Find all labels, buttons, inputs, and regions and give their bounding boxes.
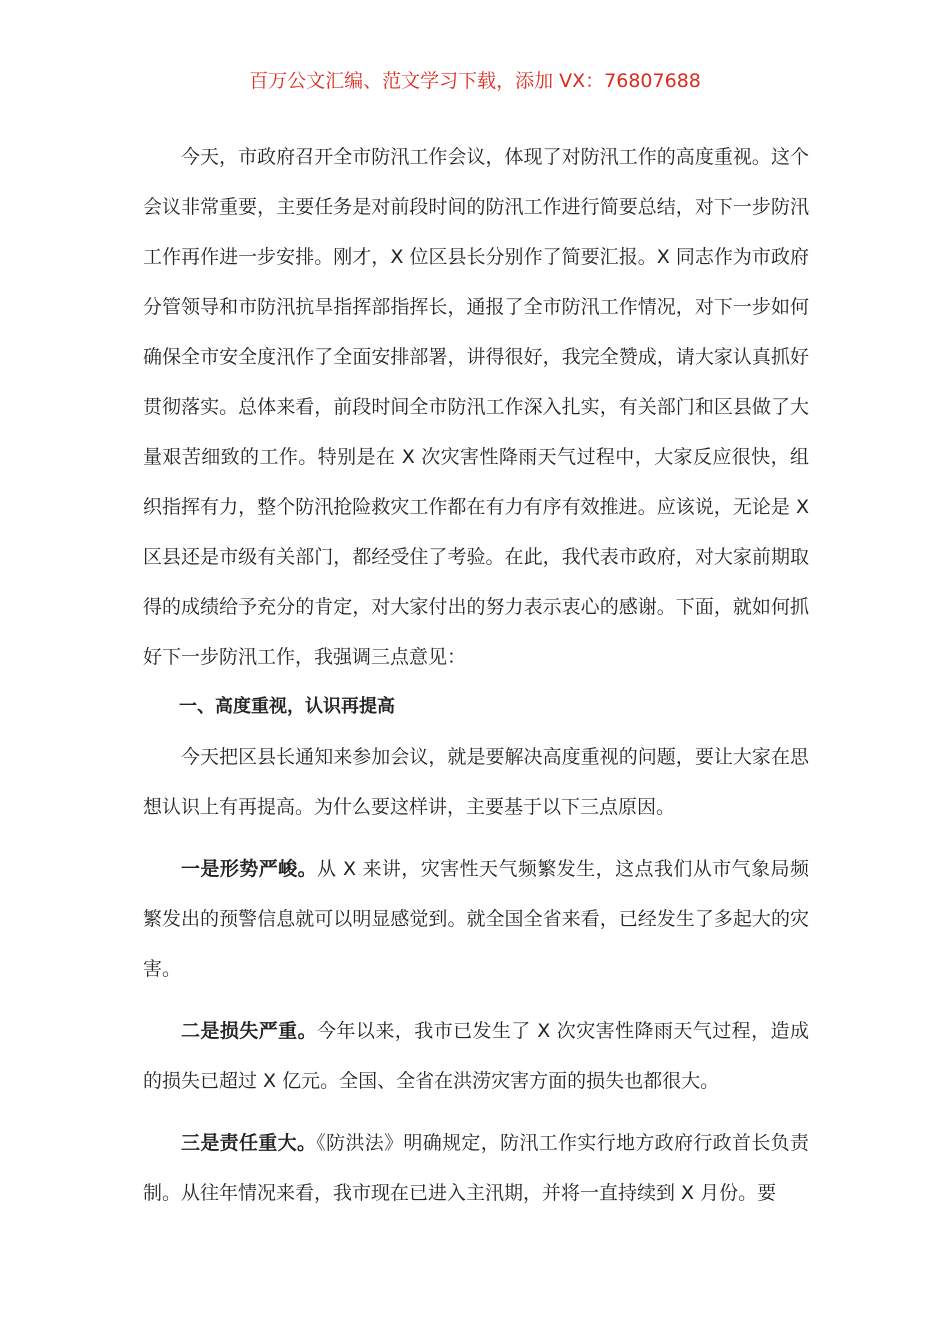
point-2-text: 今年以来，我市已发生了 X 次灾害性降雨天气过程，造成的损失已超过 X 亿元。全国、全省在洪涝灾害方面的损失也都很大。 — [143, 1020, 809, 1092]
document-body — [143, 132, 809, 1218]
point-1-paragraph — [143, 844, 809, 994]
point-3-lead: 三是责任重大。 — [181, 1132, 317, 1154]
section-1-paragraph: 今天把区县长通知来参加会议，就是要解决高度重视的问题，要让大家在思想认识上有再提高。为什么要这样讲，主要基于以下三点原因。 — [143, 746, 809, 818]
point-3-text: 《防洪法》明确规定，防汛工作实行地方政府行政首长负责制。从往年情况来看，我市现在已进入主汛期，并将一直持续到 X 月份。要 — [143, 1132, 809, 1204]
point-3-paragraph — [143, 1118, 809, 1218]
point-1-lead: 一是形势严峻。 — [181, 858, 318, 880]
intro-paragraph: 今天，市政府召开全市防汛工作会议，体现了对防汛工作的高度重视。这个会议非常重要，主要任务是对前段时间的防汛工作进行简要总结，对下一步防汛工作再作进一步安排。刚才，X 位区县长分别作了简要汇报。X 同志作为市政府分管领导和市防汛抗旱指挥部指挥长，通报了全市防汛工作情况，对下一步如何确保全市安全度汛作了全面安排部署，讲得很好，我完全赞成，请大家认真抓好贯彻落实。总体来看，前段时间全市防汛工作深入扎实，有关部门和区县做了大量艰苦细致的工作。特别是在 X 次灾害性降雨天气过程中，大家反应很快，组织指挥有力，整个防汛抢险救灾工作都在有力有序有效推进。应该说，无论是 X 区县还是市级有关部门，都经受住了考验。在此，我代表市政府，对大家前期取得的成绩给予充分的肯定，对大家付出的努力表示衷心的感谢。下面，就如何抓好下一步防汛工作，我强调三点意见： — [143, 146, 809, 668]
section-heading-1: 一、高度重视，认识再提高 — [179, 696, 395, 717]
point-2-paragraph — [143, 1006, 809, 1106]
point-2-lead: 二是损失严重。 — [181, 1020, 318, 1042]
promo-header: 百万公文汇编、范文学习下载，添加 VX：76807688 — [249, 70, 701, 92]
point-1-text: 从 X 来讲，灾害性天气频繁发生，这点我们从市气象局频繁发出的预警信息就可以明显感觉到。就全国全省来看，已经发生了多起大的灾害。 — [143, 858, 809, 980]
